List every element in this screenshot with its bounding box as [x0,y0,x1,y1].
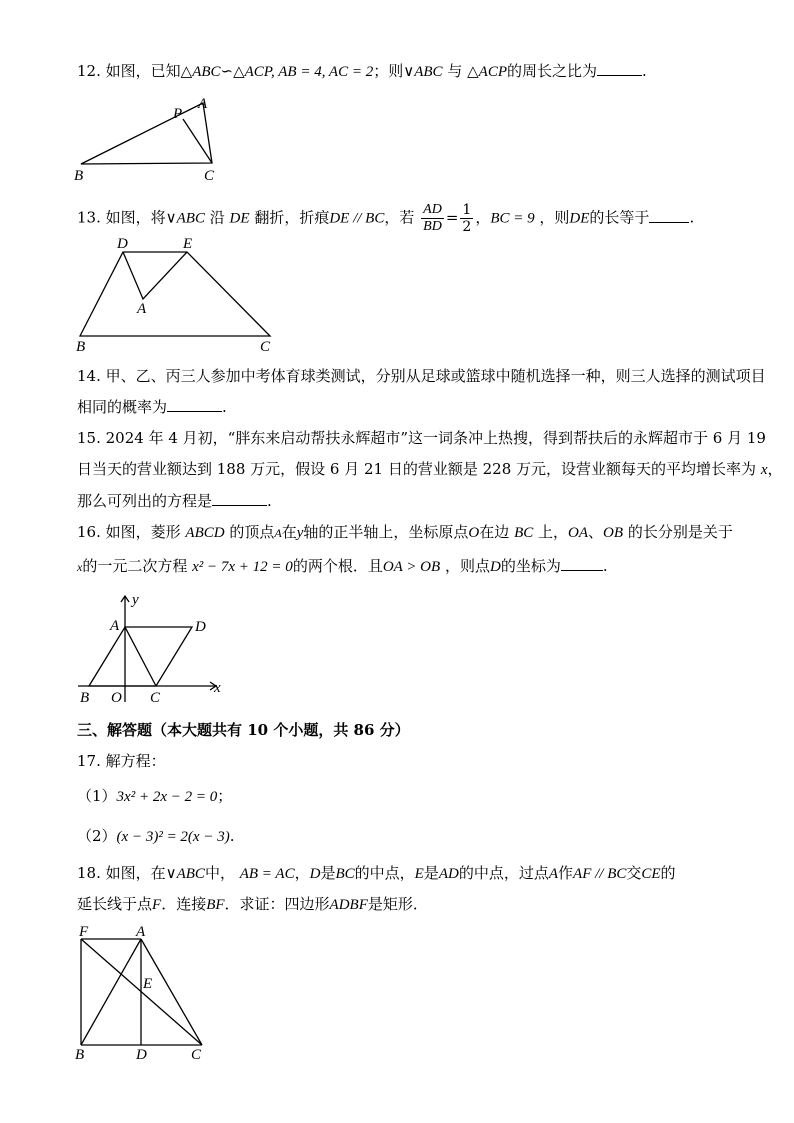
q18-text: ， [294,864,310,882]
q14-text: 相同的概率为 [77,398,168,416]
q16-text: 的坐标为 [500,557,561,575]
q18-ce: CE [641,866,661,882]
q13-text: 翻折，折痕 [254,208,330,227]
question-13 [77,202,694,235]
q18-segment-ab [81,939,141,1045]
q16-o: O [468,525,480,541]
q13-de: DE [229,210,250,227]
q16-answer-blank[interactable] [561,556,603,571]
q15-text: ， [767,460,783,478]
q16-label-a: A [110,618,120,634]
q12-number: 12. [77,62,101,80]
q18-label-a: A [136,924,146,940]
question-16-line-1 [77,522,733,543]
q13-fraction-ad-bd: $\frac{AD}{BD}$ [423,202,442,234]
q13-answer-blank[interactable] [649,208,689,223]
q16-text: 、 [588,523,604,541]
question-14-line-1: 14. 甲、乙、丙三人参加中考体育球类测试，分别从足球或篮球中随机选择一种，则三人选择的测试项目 [77,367,766,385]
q16-a: A [274,526,282,540]
q13-triangle: ∨ABC [165,210,205,227]
question-16-line-2 [77,556,608,577]
q15-text: 那么可列出的方程是 [77,492,213,510]
q13-bc-value: BC = 9 [490,210,535,227]
q16-bc: BC [514,525,534,541]
q18-bf: BF [206,897,225,913]
q12-text: 与 [447,62,463,80]
q16-label-b: B [80,690,90,706]
question-17-heading: 17. 解方程： [77,752,166,770]
q16-y: y [296,525,304,541]
q14-answer-blank[interactable] [167,397,222,412]
q14-end: . [222,398,227,416]
question-17-part-1 [77,786,232,807]
q13-equals: = [445,208,459,227]
q15-variable-x: x [760,462,768,478]
question-12 [77,61,647,82]
q12-answer-blank[interactable] [597,61,642,76]
q15-text: 日当天的营业额达到 188 万元，假设 6 月 21 日的营业额是 228 万元，设营业额每天的平均增长率为 [77,460,757,478]
q16-label-y: y [132,592,139,608]
q18-af-parallel-bc: AF // BC [573,866,627,882]
q18-segment-ac [141,939,202,1045]
q17-part-2-equation: (x − 3)² = 2(x − 3) [116,829,230,845]
q18-text: 是 [320,864,336,882]
q16-text: 的两个根．且 [292,557,383,575]
q12-label-b: B [74,168,84,184]
q12-given: △ABC∽△ACP, AB = 4, AC = 2 [180,64,374,80]
q16-text: 的一元二次方程 [82,557,188,575]
question-15-line-3 [77,491,272,511]
q12-triangle-acp: △ACP [467,64,507,80]
q16-label-d: D [195,619,206,635]
q13-text: ， [475,208,491,227]
q18-ab-eq-ac: AB = AC [239,866,295,882]
q12-label-c: C [204,168,215,184]
q16-segment-ac [125,627,156,686]
q18-adbf: ADBF [329,897,368,913]
q18-d: D [309,866,321,882]
q18-label-b: B [75,1047,85,1063]
q13-text: 的长等于 [589,208,650,227]
q16-text: 16. 如图，菱形 [77,523,181,541]
q16-inequality: OA > OB [382,559,441,575]
q12-text: 的周长之比为 [507,62,598,80]
q13-de: DE [569,210,590,227]
q16-end: . [602,557,608,575]
question-18-line-1 [77,863,676,884]
q18-label-c: C [191,1047,202,1063]
q16-text: 在边 [479,523,510,541]
q16-abcd: ABCD [185,525,225,541]
q18-text: 中， [204,864,235,882]
q18-bc: BC [335,866,355,882]
q18-label-d: D [136,1047,147,1063]
section-3-heading: 三、解答题（本大题共有 10 个小题，共 86 分） [77,721,410,739]
q17-part-2-label: （2） [77,827,117,845]
q18-text: 的中点，过点 [458,864,549,882]
q18-text: 是 [423,864,439,882]
q16-text: ，则点 [444,557,490,575]
q13-text: 如图，将 [105,208,166,227]
q13-figure [70,234,285,356]
q16-oa: OA [568,525,589,541]
q18-text: ．求证：四边形 [224,895,330,913]
q18-e: E [414,866,424,882]
q16-text: 上， [538,523,569,541]
question-15-line-2 [77,459,783,480]
q13-folded-triangle [123,252,187,299]
q12-text: 如图，已知 [105,62,181,80]
q13-label-d: D [117,236,128,252]
q12-text: ；则 [373,62,404,80]
q18-ad: AD [438,866,459,882]
q17-part-1-equation: 3x² + 2x − 2 = 0 [116,789,218,805]
q12-label-a: A [198,96,208,112]
q13-label-a: A [137,301,147,317]
q18-text: 的 [660,864,676,882]
q17-part-1-end: ； [217,787,233,805]
q12-figure [70,92,230,184]
q18-f: F [152,897,162,913]
q16-text: 的长分别是关于 [627,523,733,541]
q18-text: 18. 如图，在 [77,864,166,882]
q13-text: 沿 [209,208,225,227]
q16-text: 在 [281,523,297,541]
q16-text: 轴的正半轴上，坐标原点 [303,523,469,541]
q16-x: x [77,560,83,574]
q18-figure [70,922,215,1062]
q16-ob: OB [603,525,624,541]
q13-text: ，则 [539,208,570,227]
q15-end: . [267,492,272,510]
q15-answer-blank[interactable] [212,491,267,506]
q16-label-x: x [214,680,221,696]
q18-triangle: ∨ABC [165,866,205,882]
q17-part-1-label: （1） [77,787,117,805]
q12-segment-cp [183,119,212,163]
q12-end: . [642,62,647,80]
q18-text: 的中点， [354,864,415,882]
q13-text: ，若 [384,208,415,227]
q18-text: 交 [626,864,642,882]
q16-text: 的顶点 [229,523,275,541]
q18-text: 延长线于点 [77,895,153,913]
question-14-line-2 [77,397,227,417]
q17-part-2-end: . [229,827,235,845]
q18-a: A [548,866,559,882]
q13-number: 13. [77,208,101,227]
q18-label-f: F [79,924,89,940]
q16-figure [70,590,230,708]
q18-text: 是矩形． [367,895,428,913]
question-18-line-2 [77,894,428,915]
q13-label-e: E [183,236,193,252]
question-17-part-2 [77,826,235,847]
q16-d: D [489,559,501,575]
question-15-line-1: 15. 2024 年 4 月初，“胖东来启动帮扶永辉超市”这一词条冲上热搜，得到帮扶后的永辉超市于 6 月 19 [77,429,766,447]
q13-end: . [689,208,695,227]
q13-parallel: DE // BC [329,210,385,227]
q13-label-b: B [76,339,86,355]
q18-text: 作 [558,864,574,882]
q16-equation: x² − 7x + 12 = 0 [192,559,293,575]
q13-fraction-half: $\frac{1}{2}$ [462,202,472,235]
q16-label-c: C [150,690,161,706]
q18-label-e: E [143,976,153,992]
q16-label-o: O [111,690,122,706]
q12-triangle-abc: ∨ABC [403,64,443,80]
q13-label-c: C [260,339,271,355]
q18-text: ．连接 [161,895,207,913]
q12-label-p: P [173,106,183,122]
